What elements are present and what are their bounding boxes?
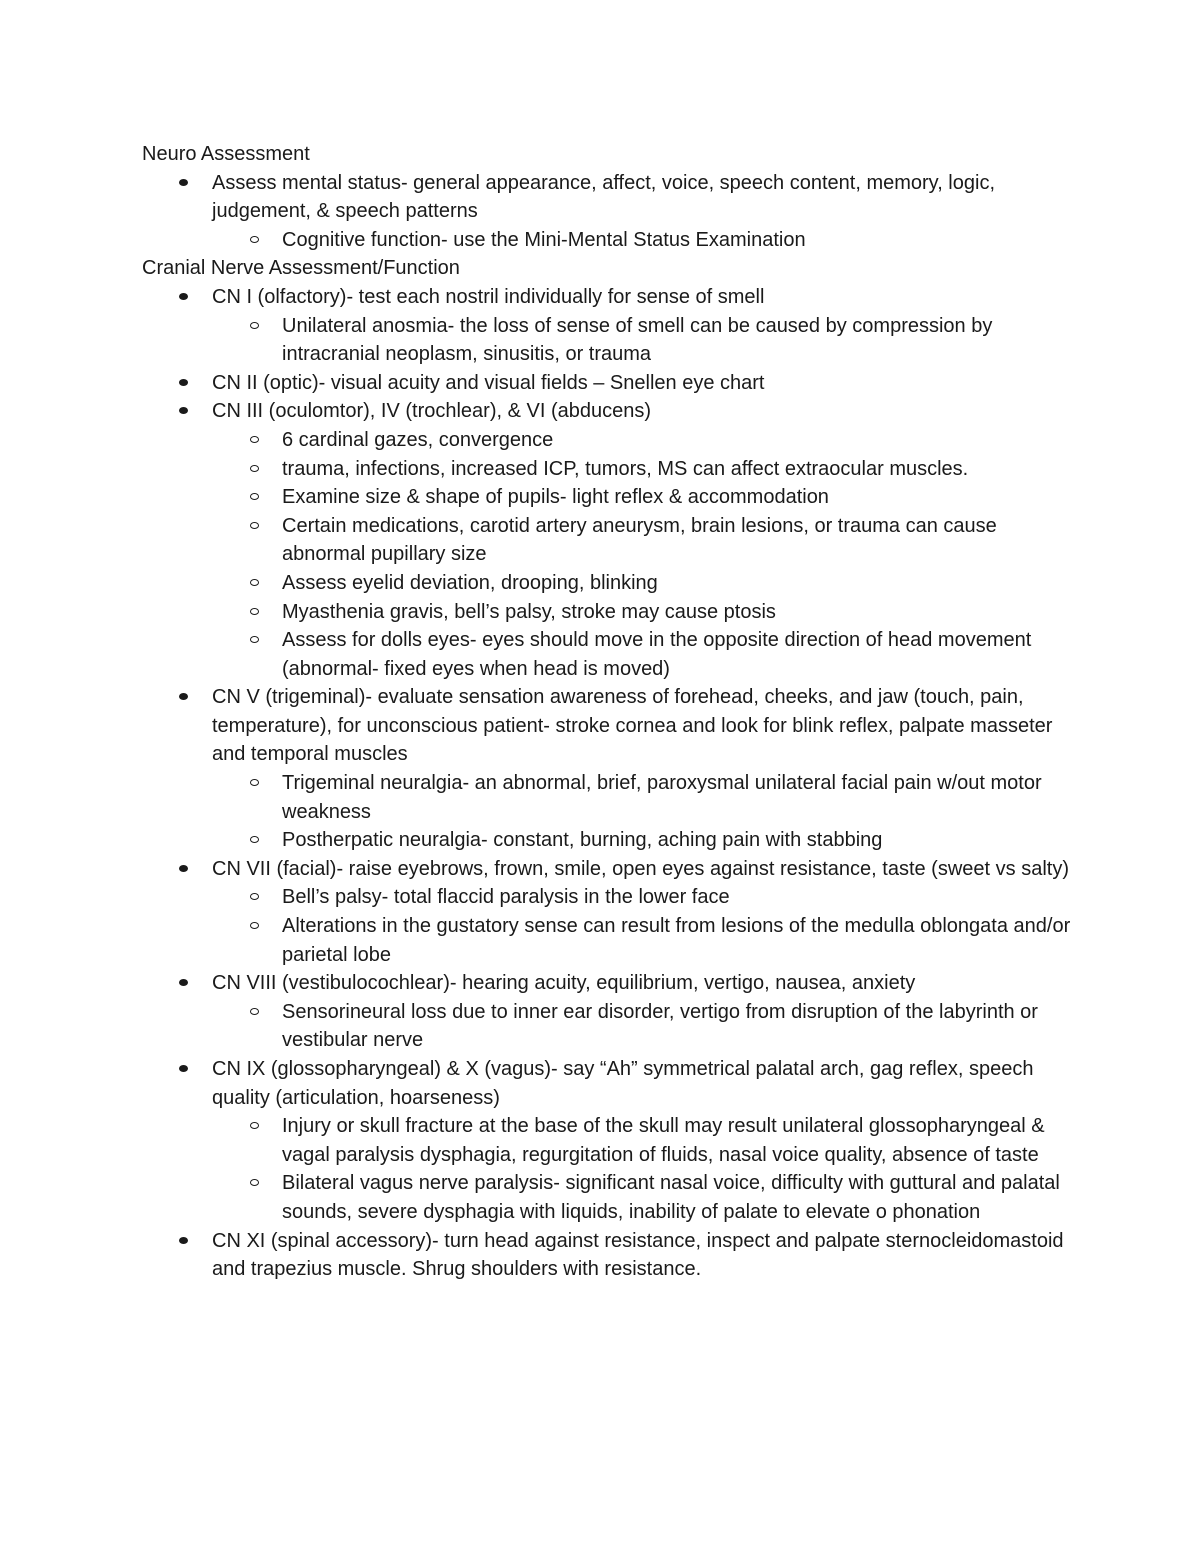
sub-list-item [212, 1169, 1072, 1226]
bullet-circle-icon [250, 465, 259, 472]
list-item [142, 1227, 1072, 1284]
sub-bullet-list [212, 883, 1072, 969]
sub-bullet-list [212, 998, 1072, 1055]
list-item [142, 683, 1072, 855]
sub-list-item [212, 455, 1072, 484]
sub-list-item [212, 912, 1072, 969]
sub-list-item-text: Assess for dolls eyes- eyes should move in the opposite direction of head movement (abnormal- fixed eyes when head is moved) [282, 629, 1032, 680]
list-item-text: CN III (oculomtor), IV (trochlear), & VI (abducens) [212, 400, 652, 423]
bullet-circle-icon [250, 236, 259, 243]
sub-list-item-text: Unilateral anosmia- the loss of sense of smell can be caused by compression by intracranial neoplasm, sinusitis, or trauma [282, 314, 993, 366]
bullet-dot-icon [179, 865, 188, 872]
bullet-circle-icon [250, 893, 259, 900]
sub-bullet-list [212, 1112, 1072, 1226]
sub-list-item [212, 626, 1072, 683]
bullet-circle-icon [250, 922, 259, 929]
bullet-dot-icon [179, 179, 188, 186]
bullet-circle-icon [250, 836, 259, 843]
sub-list-item-text: Postherpatic neuralgia- constant, burning, aching pain with stabbing [282, 829, 883, 852]
sub-bullet-list [212, 769, 1072, 855]
bullet-dot-icon [179, 407, 188, 414]
bullet-circle-icon [250, 1179, 259, 1186]
sub-list-item [212, 598, 1072, 627]
bullet-list [142, 283, 1072, 1284]
bullet-dot-icon [179, 379, 188, 386]
list-item-text: CN V (trigeminal)- evaluate sensation awareness of forehead, cheeks, and jaw (touch, pain, temperature), for unconscious patient- stroke cornea and look for blink reflex, palpate masseter and temporal muscles [212, 686, 1053, 766]
sub-list-item [212, 426, 1072, 455]
list-item-text: CN II (optic)- visual acuity and visual fields – Snellen eye chart [212, 371, 765, 394]
list-item [142, 397, 1072, 683]
sub-list-item-text: Trigeminal neuralgia- an abnormal, brief, paroxysmal unilateral facial pain w/out motor weakness [282, 772, 1042, 823]
document-page [142, 140, 1072, 1284]
sub-list-item-text: Certain medications, carotid artery aneurysm, brain lesions, or trauma can cause abnormal pupillary size [282, 514, 997, 566]
sub-list-item [212, 569, 1072, 598]
sub-list-item [212, 826, 1072, 855]
list-item [142, 369, 1072, 398]
bullet-circle-icon [250, 608, 259, 615]
sub-list-item [212, 512, 1072, 569]
sub-list-item-text: Alterations in the gustatory sense can result from lesions of the medulla oblongata and/or parietal lobe [282, 915, 1071, 966]
list-item-text: CN VIII (vestibulocochlear)- hearing acuity, equilibrium, vertigo, nausea, anxiety [212, 972, 916, 995]
sub-list-item-text: Bilateral vagus nerve paralysis- significant nasal voice, difficulty with guttural and palatal sounds, severe dysphagia with liquids, inability of palate to elevate o phonation [282, 1172, 1060, 1223]
bullet-circle-icon [250, 779, 259, 786]
sub-list-item [212, 769, 1072, 826]
sub-list-item [212, 998, 1072, 1055]
section-heading: Cranial Nerve Assessment/Function [142, 257, 460, 280]
sub-list-item-text: trauma, infections, increased ICP, tumors, MS can affect extraocular muscles. [282, 457, 969, 480]
bullet-dot-icon [179, 693, 188, 700]
sub-bullet-list [212, 312, 1072, 369]
sub-list-item-text: Myasthenia gravis, bell’s palsy, stroke may cause ptosis [282, 600, 776, 623]
list-item [142, 283, 1072, 369]
list-item [142, 1055, 1072, 1227]
bullet-circle-icon [250, 322, 259, 329]
list-item-text: CN XI (spinal accessory)- turn head against resistance, inspect and palpate sternocleidomastoid and trapezius muscle. Shrug shoulders with resistance. [212, 1229, 1064, 1281]
sub-list-item [212, 226, 1072, 255]
bullet-circle-icon [250, 1008, 259, 1015]
bullet-dot-icon [179, 293, 188, 300]
sub-bullet-list [212, 226, 1072, 255]
sub-list-item-text: Sensorineural loss due to inner ear disorder, vertigo from disruption of the labyrinth or vestibular nerve [282, 1000, 1038, 1052]
sub-list-item [212, 883, 1072, 912]
sub-list-item-text: Assess eyelid deviation, drooping, blinking [282, 571, 658, 594]
bullet-dot-icon [179, 1237, 188, 1244]
section-heading: Neuro Assessment [142, 143, 310, 165]
bullet-circle-icon [250, 493, 259, 500]
bullet-circle-icon [250, 1122, 259, 1129]
sub-list-item-text: Examine size & shape of pupils- light reflex & accommodation [282, 486, 829, 509]
sub-list-item-text: Bell’s palsy- total flaccid paralysis in the lower face [282, 886, 730, 909]
list-item-text: Assess mental status- general appearance, affect, voice, speech content, memory, logic, judgement, & speech patterns [212, 171, 995, 223]
sub-bullet-list [212, 426, 1072, 683]
list-item [142, 969, 1072, 1055]
bullet-circle-icon [250, 436, 259, 443]
bullet-dot-icon [179, 1065, 188, 1072]
bullet-list [142, 169, 1072, 255]
bullet-circle-icon [250, 636, 259, 643]
sub-list-item [212, 312, 1072, 369]
sub-list-item [212, 1112, 1072, 1169]
list-item-text: CN IX (glossopharyngeal) & X (vagus)- say “Ah” symmetrical palatal arch, gag reflex, speech quality (articulation, hoarseness) [212, 1058, 1034, 1109]
list-item [142, 855, 1072, 969]
bullet-circle-icon [250, 522, 259, 529]
sub-list-item [212, 483, 1072, 512]
list-item-text: CN VII (facial)- raise eyebrows, frown, smile, open eyes against resistance, taste (sweet vs salty) [212, 857, 1069, 880]
list-item-text: CN I (olfactory)- test each nostril individually for sense of smell [212, 285, 765, 308]
sub-list-item-text: Injury or skull fracture at the base of the skull may result unilateral glossopharyngeal & vagal paralysis dysphagia, regurgitation of fluids, nasal voice quality, absence of taste [282, 1115, 1045, 1166]
sub-list-item-text: 6 cardinal gazes, convergence [282, 428, 554, 451]
bullet-circle-icon [250, 579, 259, 586]
bullet-dot-icon [179, 979, 188, 986]
sub-list-item-text: Cognitive function- use the Mini-Mental Status Examination [282, 228, 806, 251]
list-item [142, 169, 1072, 255]
